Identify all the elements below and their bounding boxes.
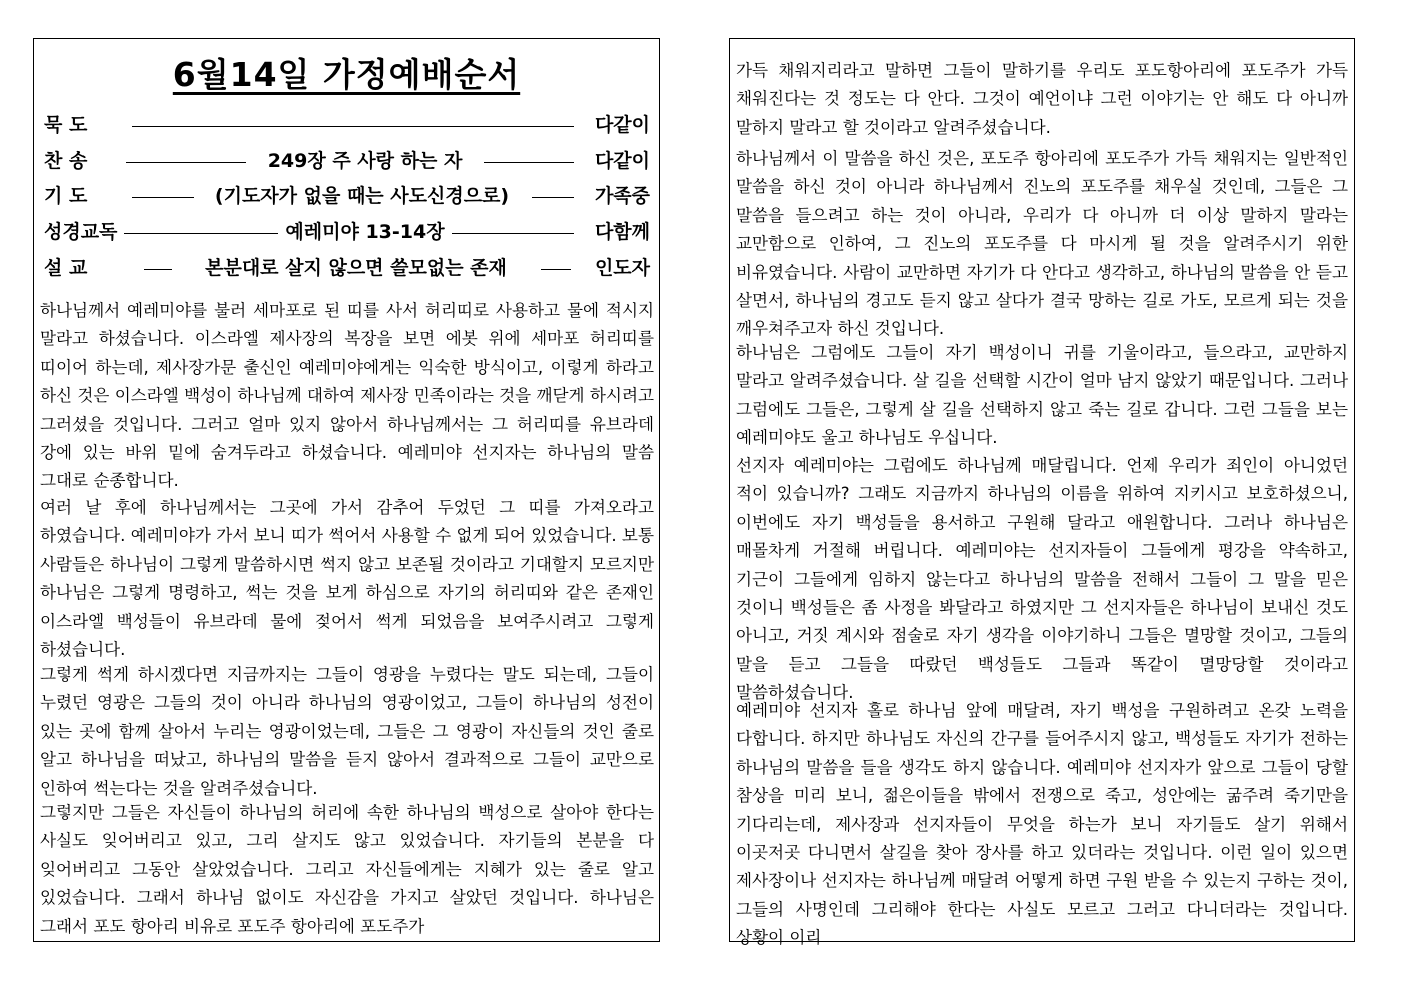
order-who: 다함께 bbox=[594, 221, 650, 243]
leader-line bbox=[132, 126, 574, 127]
sermon-paragraph: 하나님은 그럼에도 그들이 자기 백성이니 귀를 기울이라고, 들으라고, 교만하지 말라고 알려주셨습니다. 살 길을 선택할 시간이 얼마 남지 않았기 때문입니다. 그러나 그럼에도 그들은, 그렇게 살 길을 선택하지 않고 죽는 길로 갑니다. 그런 그들을 보는 예레미야도 울고 하나님도 우십니다. bbox=[736, 343, 1348, 448]
order-who: 인도자 bbox=[594, 257, 650, 279]
order-label: 성경교독 bbox=[44, 221, 118, 243]
page-title-text: 6월14일 가정예배순서 bbox=[172, 55, 521, 94]
order-content: 본분대로 살지 않으면 쓸모없는 존재 bbox=[205, 257, 507, 279]
order-content: 249장 주 사랑 하는 자 bbox=[267, 150, 463, 172]
order-who: 가족중 bbox=[594, 185, 650, 207]
order-row-hymn bbox=[44, 145, 654, 177]
sermon-paragraph: 여러 날 후에 하나님께서는 그곳에 가서 감추어 두었던 그 띠를 가져오라고 하였습니다. 예레미야가 가서 보니 띠가 썩어서 사용할 수 없게 되어 있었습니다. 보통 사람들은 하나님이 그렇게 말씀하시면 썩지 않고 보존될 것이라고 기대할지 모르지만 하나님은 그렇게 명령하고, 썩는 것을 보게 하심으로 자기의 허리띠와 같은 존재인 이스라엘 백성들이 유브라데 물에 젖어서 썩게 되었음을 보여주시려고 그렇게 하셨습니다. bbox=[40, 498, 654, 660]
order-label: 찬 송 bbox=[44, 150, 88, 172]
order-row-prayer bbox=[44, 180, 654, 212]
sermon-paragraph: 가득 채워지리라고 말하면 그들이 말하기를 우리도 포도항아리에 포도주가 가득 채워진다는 것 정도는 다 안다. 그것이 예언이냐 그런 이야기는 안 해도 다 아니까 말하지 말라고 할 것이라고 알려주셨습니다. bbox=[736, 61, 1348, 137]
order-who: 다같이 bbox=[594, 150, 650, 172]
sermon-paragraph: 선지자 예레미야는 그럼에도 하나님께 매달립니다. 언제 우리가 죄인이 아니었던 적이 있습니까? 그래도 지금까지 하나님의 이름을 위하여 지키시고 보호하셨으니, 이번에도 자기 백성들을 용서하고 구원해 달라고 애원합니다. 그러나 하나님은 매몰차게 거절해 버립니다. 예레미야는 선지자들이 그들에게 평강을 약속하고, 기근이 그들에게 임하지 않는다고 하나님의 말씀을 전해서 그들이 그 말을 믿은 것이니 백성들은 좀 사정을 봐달라고 하였지만 그 선지자들은 하나님이 보내신 것도 아니고, 거짓 계시와 점술로 자기 생각을 이야기하니 그들은 멸망할 것이고, 그들의 말을 듣고 그들을 따랐던 백성들도 그들과 똑같이 멸망당할 것이라고 말씀하셨습니다. bbox=[736, 456, 1348, 703]
left-page bbox=[33, 38, 660, 942]
leader-line bbox=[126, 162, 246, 163]
sermon-paragraph: 그렇지만 그들은 자신들이 하나님의 허리에 속한 하나님의 백성으로 살아야 한다는 사실도 잊어버리고 있고, 그리 살지도 않고 있었습니다. 자기들의 본분을 다 잊어버리고 그동안 살았었습니다. 그리고 자신들에게는 지혜가 있는 줄로 알고 있었습니다. 그래서 하나님 없이도 자신감을 가지고 살았던 것입니다. 하나님은 그래서 포도 항아리 비유로 포도주 항아리에 포도주가 bbox=[40, 803, 654, 936]
order-label: 묵 도 bbox=[44, 114, 88, 136]
order-row-scripture bbox=[44, 216, 654, 248]
order-who: 다같이 bbox=[594, 114, 650, 136]
sermon-paragraph: 예레미야 선지자 홀로 하나님 앞에 매달려, 자기 백성을 구원하려고 온갖 노력을 다합니다. 하지만 하나님도 자신의 간구를 들어주시지 않고, 백성들도 자기가 전하는 하나님의 말씀을 들을 생각도 하지 않습니다. 예레미야 선지자가 앞으로 그들이 당할 참상을 미리 보니, 젊은이들을 밖에서 전쟁으로 죽고, 성안에는 굶주려 죽기만을 기다리는데, 제사장과 선지자들이 무엇을 하는가 보니 자기들도 살기 위해서 이곳저곳 다니면서 살길을 찾아 장사를 하고 있더라는 것입니다. 이런 일이 있으면 제사장이나 선지자는 하나님께 매달려 어떻게 하면 구원 받을 수 있는지 구하는 것이, 그들의 사명인데 그리해야 한다는 사실도 모르고 그러고 다니더라는 것입니다. 상황이 이리 bbox=[736, 701, 1348, 948]
sermon-paragraph: 그렇게 썩게 하시겠다면 지금까지는 그들이 영광을 누렸다는 말도 되는데, 그들이 누렸던 영광은 그들의 것이 아니라 하나님의 영광이었고, 그들이 하나님의 성전이 있는 곳에 함께 살아서 누리는 영광이었는데, 그들은 그 영광이 자신들의 것인 줄로 알고 하나님을 떠났고, 하나님의 말씀을 듣지 않아서 결과적으로 그들이 교만으로 인하여 썩는다는 것을 알려주셨습니다. bbox=[40, 665, 654, 798]
page-title bbox=[34, 53, 659, 97]
right-page bbox=[729, 38, 1355, 948]
leader-line bbox=[484, 162, 574, 163]
leader-line bbox=[452, 233, 574, 234]
leader-line bbox=[124, 233, 278, 234]
sermon-paragraph: 하나님께서 예레미야를 불러 세마포로 된 띠를 사서 허리띠로 사용하고 물에 적시지 말라고 하셨습니다. 이스라엘 제사장의 복장을 보면 에봇 위에 세마포 허리띠를 띠이어 하는데, 제사장가문 출신인 예레미야에게는 익숙한 방식이고, 이렇게 하라고 하신 것은 이스라엘 백성이 하나님께 대하여 제사장 민족이라는 것을 깨닫게 하시려고 그러셨을 것입니다. 그러고 얼마 있지 않아서 하나님께서는 그 허리띠를 유브라데 강에 있는 바위 밑에 숨겨두라고 하셨습니다. 예레미야 선지자는 하나님의 말씀 그대로 순종합니다. bbox=[40, 301, 654, 491]
leader-line bbox=[132, 197, 194, 198]
sermon-paragraph: 하나님께서 이 말씀을 하신 것은, 포도주 항아리에 포도주가 가득 채워지는 일반적인 말씀을 하신 것이 아니라 하나님께서 진노의 포도주를 채우실 것인데, 그들은 그 말씀을 들으려고 하는 것이 아니라, 우리가 다 아니까 더 이상 말하지 말라는 교만함으로 인하여, 그 진노의 포도주를 다 마시게 될 것을 알려주시기 위한 비유였습니다. 사람이 교만하면 자기가 다 안다고 생각하고, 하나님의 말씀을 안 듣고 살면서, 하나님의 경고도 듣지 않고 살다가 결국 망하는 길로 가도, 모르게 되는 것을 깨우쳐주고자 하신 것입니다. bbox=[736, 149, 1348, 339]
leader-line bbox=[532, 197, 574, 198]
order-row-meditation bbox=[44, 109, 654, 141]
order-content: (기도자가 없을 때는 사도신경으로) bbox=[214, 185, 510, 207]
order-row-sermon bbox=[44, 252, 654, 284]
leader-line bbox=[541, 269, 571, 270]
order-label: 설 교 bbox=[44, 257, 88, 279]
leader-line bbox=[144, 269, 172, 270]
order-label: 기 도 bbox=[44, 185, 88, 207]
order-content: 예레미야 13-14장 bbox=[285, 221, 445, 243]
